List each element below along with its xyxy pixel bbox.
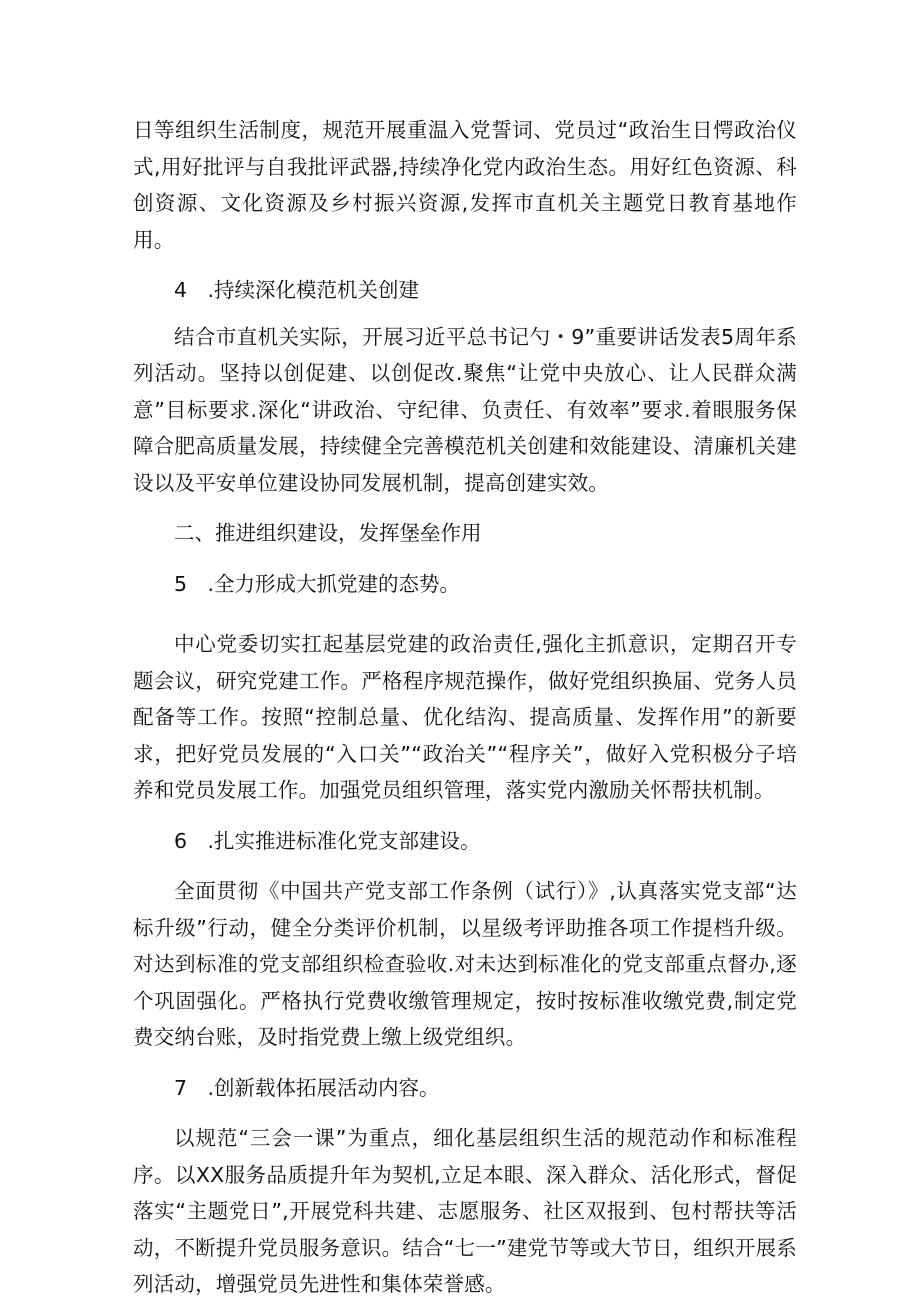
section-heading-organization: 二、推进组织建设，发挥堡垒作用 <box>174 521 482 545</box>
paragraph-party-building: 中心党委切实扛起基层党建的政治责任,强化主抓意识，定期召开专题会议，研究党建工作。严格程序规范操作，做好党组织换届、党务人员配备等工作。按照“控制总量、优化结沟、提高质量、发挥作用”的新要求，把好党员发展的“入口关”“政治关”“程序关”，做好入党积极分子培养和党员发展工作。加强党员组织管理，落实党内激励关怀帮扶机制。 <box>133 632 797 802</box>
paragraph-activities: 以规范“三会一课”为重点，细化基层组织生活的规范动作和标准程序。以XX服务品质提升年为契机,立足本眼、深入群众、活化形式，督促落实“主题党日”,开展党科共建、志愿服务、社区双报到、包村帮扶等活动，不断提升党员服务意识。结合“七一”建党节等或大节日，组织开展系列活动，增强党员先进性和集体荣誉感。 <box>133 1126 797 1296</box>
heading-6-standard-branch: 6 .扎实推进标准化党支部建设。 <box>174 828 481 853</box>
document-body <box>133 112 797 1303</box>
paragraph-model-organ: 结合市直机关实际，开展习近平总书记勺・9”重要讲话发表5周年系列活动。坚持以创促建、以创促改.聚焦“让党中央放心、让人民群众满意”目标要求.深化“讲政治、守纪律、负责任、有效率”要求.着眼服务保障合肥高质量发展，持续健全完善模范机关创建和效能建设、清廉机关建设以及平安单位建设协同发展机制，提高创建实效。 <box>133 324 797 495</box>
paragraph-standard-branch: 全面贯彻《中国共产党支部工作条例（试行）》,认真落实党支部“达标升级”行动，健全分类评价机制，以星级考评助推各项工作提档升级。对达到标准的党支部组织检查验收.对未达到标准化的党支部重点督办,逐个巩固强化。严格执行党费收缴管理规定，按时按标准收缴党费,制定党费交纳台账，及时指党费上缴上级党组织。 <box>133 879 797 1049</box>
heading-4-model-organ: 4 .持续深化模范机关创建 <box>174 278 420 302</box>
heading-7-activities: 7 .创新载体拓展活动内容。 <box>174 1075 440 1100</box>
paragraph-org-life: 日等组织生活制度，规范开展重温入党誓词、党员过“政治生日愕政治仪式,用好批评与自我批评武器,持续净化党内政治生态。用好红色资源、科创资源、文化资源及乡村振兴资源,发挥市直机关主题党日教育基地作用。 <box>133 118 797 252</box>
heading-5-party-building: 5 .全力形成大抓党建的态势。 <box>174 571 461 596</box>
